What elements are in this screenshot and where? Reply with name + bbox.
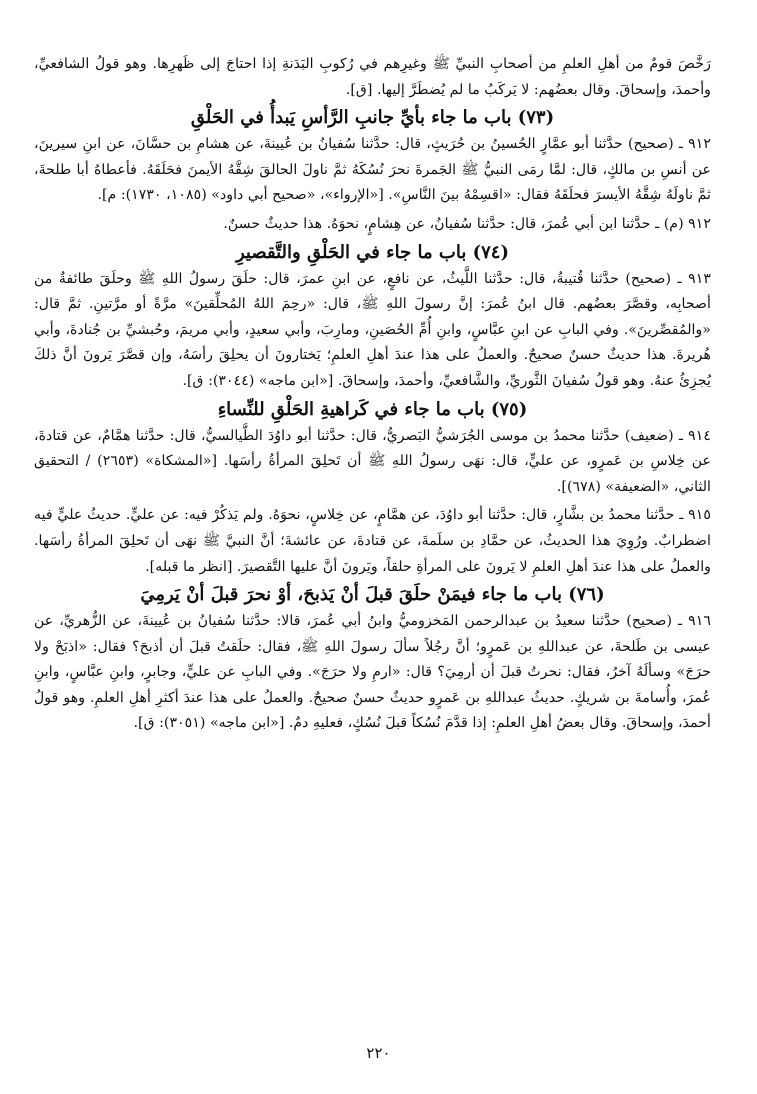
chapter-heading-74: (٧٤) باب ما جاء في الحَلْقِ والتَّقصيرِ [235, 241, 509, 263]
hadith-916: ٩١٦ ـ (صحيح) حدَّثنا سعيدُ بن عبدالرحمن المَخزوميُّ وابنُ أبي عُمرَ، قالا: حدَّثنا سُفيانُ بن عُيينةَ، عن الزُّهريِّ، عن عيسى بن طَلحةَ، عن عبداللهِ بن عَمرٍو؛ أنَّ رجُلاً سألَ رسولَ اللهِ ﷺ، فقال: حلَقتُ قبلَ أن أذبحَ؟ فقال: «اذبَحْ ولا حرَجَ» وسألَهُ آخرُ، فقال: نحرتُ قبلَ أن أرمِيَ؟ قال: «ارمِ ولا حرَجَ». وفي البابِ عن عليٍّ، وجابرٍ، وابنِ عبَّاسٍ، وابنِ عُمرَ، وأُسامةَ بن شريكٍ. حديثُ عبداللهِ بن عَمرٍو حديثٌ حسنٌ صحيحٌ. والعملُ على هذا عندَ أكثرِ أهلِ العلمِ. وهو قولُ أحمدَ، وإسحاقَ. وقال بعضُ أهلِ العلمِ: إذا قدَّمَ نُسُكاً قبلَ نُسُكٍ، فعليهِ دمٌ. [«ابن ماجه» (٣٠٥١): ق]. [34, 613, 711, 732]
chapter-heading-76: (٧٦) باب ما جاء فيمَنْ حلَقَ قبلَ أنْ يَذبحَ، أوْ نحرَ قبلَ أنْ يَرمِيَ [140, 584, 605, 606]
hadith-915: ٩١٥ ـ حدَّثنا محمدُ بن بشَّارٍ، قال: حدَّثنا أبو داوُدَ، عن همَّامٍ، عن خِلاسٍ، نحوَهُ. ولم يَذكُرْ فيه: عن عليٍّ. حديثُ عليٍّ فيه اضطرابٌ. ورُوِيَ هذا الحديثُ، عن حمَّادِ بن سلَمةَ، عن قتادةَ، عن عائشةَ؛ أنَّ النبيَّ ﷺ نهَى أن تَحلِقَ المرأةُ رأسَها. والعملُ على هذا عندَ أهلِ العلمِ لا يَرونَ على المرأةِ حلقاً، ويَرونَ أنَّ عليها التَّقصيرَ. [انظر ما قبله]. [34, 507, 711, 575]
hadith-913: ٩١٣ ـ (صحيح) حدَّثنا قُتيبةُ، قال: حدَّثنا اللَّيثُ، عن نافعٍ، عن ابنِ عمرَ، قال: حلَقَ رسولُ اللهِ ﷺ وحلَقَ طائفةٌ من أصحابِه، وقصَّرَ بعضُهم. قال ابنُ عُمرَ: إنَّ رسولَ اللهِ ﷺ، قال: «رحِمَ اللهُ المُحلِّقينَ» مرَّةً أو مرَّتينِ. ثمَّ قال: «والمُقصِّرينَ». وفي البابِ عن ابنِ عبَّاسٍ، وابنِ أُمِّ الحُصَينِ، ومارِبَ، وأبي سعيدٍ، وأبي مريمَ، وحُبشيِّ بن جُنادةَ، وأبي هُريرةَ. هذا حديثٌ حسنٌ صحيحٌ. والعملُ على هذا عندَ أهلِ العلمِ؛ يَختارونَ أن يحلِقَ رأسَهُ، وإن قصَّرَ يَرونَ أنَّ ذلكَ يُجزِئُ عنهُ. وهو قولُ سُفيانَ الثَّوريِّ، والشَّافعيِّ، وأحمدَ، وإسحاقَ. [«ابن ماجه» (٣٠٤٤): ق]. [34, 270, 711, 389]
chapter-heading-73: (٧٣) باب ما جاء بأيِّ جانبِ الرَّأسِ يَبدأُ في الحَلْقِ [190, 107, 555, 129]
chapter-heading-75: (٧٥) باب ما جاء في كَراهيةِ الحَلْقِ للنِّساءِ [217, 398, 528, 420]
hadith-914: ٩١٤ ـ (ضعيف) حدَّثنا محمدُ بن موسى الجُرَشيُّ البَصريُّ، قال: حدَّثنا أبو داوُدَ الطَّيالسيُّ، قال: حدَّثنا همَّامٌ، عن قتادةَ، عن خِلاسِ بن عَمرٍو، عن عليٍّ، قال: نهَى رسولُ اللهِ ﷺ أن تَحلِقَ المرأةُ رأسَها. [«المشكاة» (٢٦٥٣) / التحقيق الثاني، «الضعيفة» (٦٧٨)]. [34, 427, 711, 495]
hadith-912-m: ٩١٢ (م) ـ حدَّثنا ابن أبي عُمرَ، قال: حدَّثنا سُفيانُ، عن هِشامٍ، نحوَهُ. هذا حديثٌ حسنٌ. [223, 215, 711, 232]
hadith-912: ٩١٢ ـ (صحيح) حدَّثنا أبو عمَّارٍ الحُسينُ بن حُرَيثٍ، قال: حدَّثنا سُفيانُ بن عُيينةَ، عن هشامِ بن حسَّانَ، عن ابنِ سيرينَ، عن أنسِ بن مالكٍ، قال: لمَّا رمَى النبيُّ ﷺ الجَمرةَ نحرَ نُسُكَهُ ثمَّ ناولَ الحالقَ شِقَّهُ الأيمنَ فحَلَقَهُ. فأعطاهُ أبا طلحةَ، ثمَّ ناولَهُ شِقَّهُ الأيسرَ فحلَقَهُ فقال: «اقسِمْهُ بينَ النَّاسِ». [«الإرواء»، «صحيح أبي داود» (١٠٨٥، ١٧٣٠): م]. [34, 136, 711, 204]
page-number: ٢٢٠ [366, 1044, 391, 1062]
intro-paragraph: رَخَّصَ قومٌ من أهلِ العلمِ من أصحابِ النبيِّ ﷺ وغيرِهم في رُكوبِ البَدَنةِ إذا احتاجَ إلى ظَهرِها. وهو قولُ الشافعيِّ، وأحمدَ، وإسحاقَ. وقال بعضُهم: لا يَركَبُ ما لم يُضطَرَّ إليها. [ق]. [34, 56, 711, 98]
